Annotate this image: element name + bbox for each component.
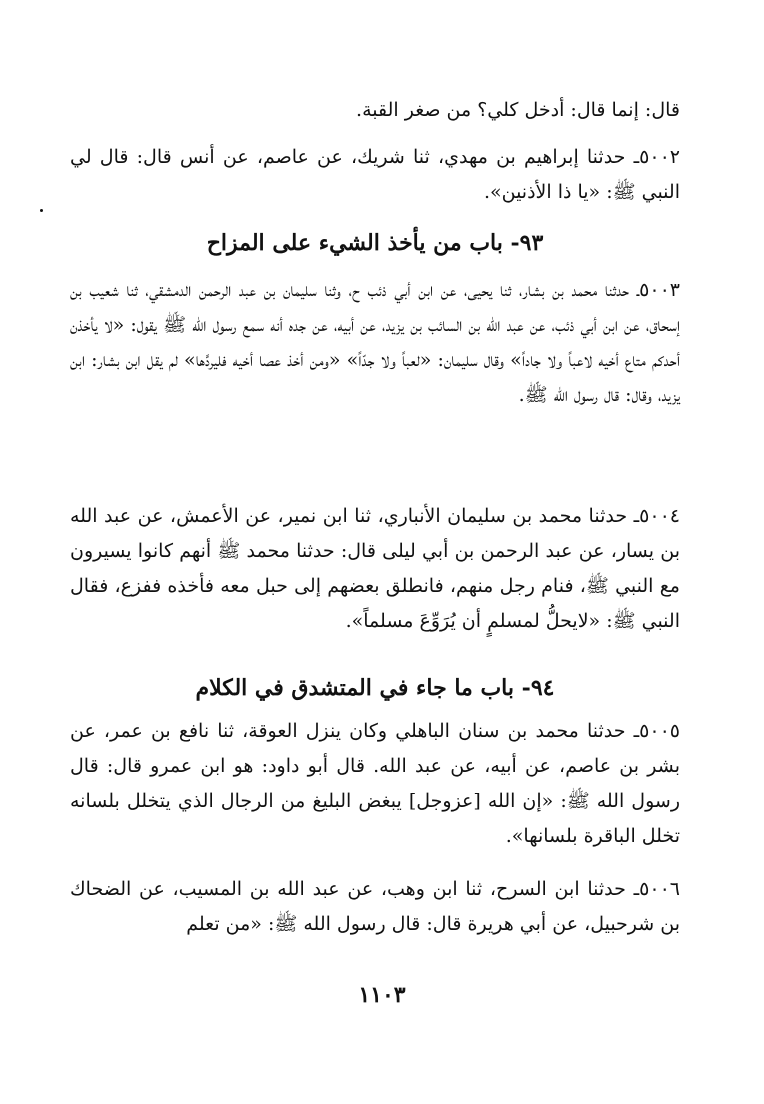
hadith-5002: ٥٠٠٢ـ حدثنا إبراهيم بن مهدي، ثنا شريك، عن عاصم، عن أنس قال: قال لي النبي ﷺ: «يا ذا الأذنين». xyxy=(70,146,680,203)
hadith-5006: ٥٠٠٦ـ حدثنا ابن السرح، ثنا ابن وهب، عن عبد الله بن المسيب، عن الضحاك بن شرحبيل، عن أبي هريرة قال: قال رسول الله ﷺ: «من تعلم xyxy=(70,878,680,935)
paragraph-continuation: قال: إنما قال: أدخل كلي؟ من صغر القبة. xyxy=(356,99,680,121)
page-number: ١١٠٣ xyxy=(358,982,406,1008)
chapter-heading-93: ٩٣- باب من يأخذ الشيء على المزاح xyxy=(206,230,544,256)
stray-dot xyxy=(40,209,43,212)
hadith-5003: ٥٠٠٣ـ حدثنا محمد بن بشار، ثنا يحيى، عن ابن أبي ذئب ح، وثنا سليمان بن عبد الرحمن الدمشقي، ثنا شعيب بن إسحاق، عن ابن أبي ذئب، عن عبد الله بن السائب بن يزيد، عن أبيه، عن جده أنه سمع رسول الله ﷺ يقول: «لا يأخذن أحدكم متاع أخيه لاعباً ولا جاداً» وقال سليمان: «لعباً ولا جدّاً» «ومن أخذ عصا أخيه فليردَّها» لم يقل ابن بشار: ابن يزيد، وقال: قال رسول الله ﷺ. xyxy=(70,279,680,406)
hadith-5005: ٥٠٠٥ـ حدثنا محمد بن سنان الباهلي وكان ينزل العوقة، ثنا نافع بن عمر، عن بشر بن عاصم، عن أبيه، عن عبد الله. قال أبو داود: هو ابن عمرو قال: قال رسول الله ﷺ: «إن الله [عزوجل] يبغض البليغ من الرجال الذي يتخلل بلسانه تخلل الباقرة بلسانها». xyxy=(70,720,680,847)
hadith-5004: ٥٠٠٤ـ حدثنا محمد بن سليمان الأنباري، ثنا ابن نمير، عن الأعمش، عن عبد الله بن يسار، عن عبد الرحمن بن أبي ليلى قال: حدثنا محمد ﷺ أنهم كانوا يسيرون مع النبي ﷺ، فنام رجل منهم، فانطلق بعضهم إلى حبل معه فأخذه ففزع، فقال النبي ﷺ: «لايحلُّ لمسلمٍ أن يُرَوِّعَ مسلماً». xyxy=(70,505,680,632)
chapter-heading-94: ٩٤- باب ما جاء في المتشدق في الكلام xyxy=(195,675,555,701)
